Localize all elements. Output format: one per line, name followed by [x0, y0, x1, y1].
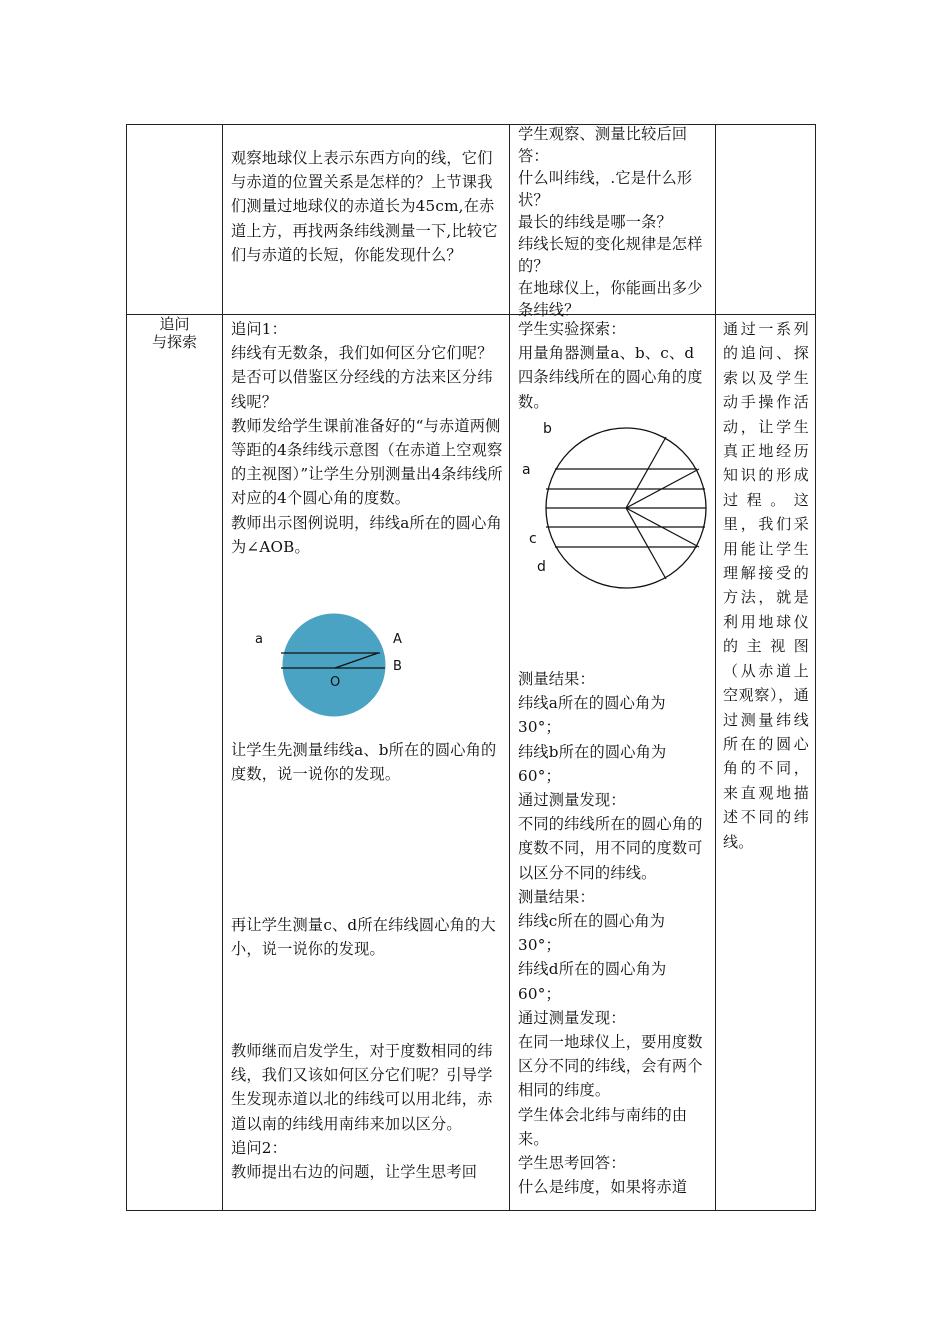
row1-student-line: 学生观察、测量比较后回答： [518, 125, 688, 165]
row2-note-text: 通过一系列的追问、探索以及学生动手操作活动，让学生真正地经历知识的形成过程。这里，我们采用能让学生理解接受的方法，就是利用地球仪的主视图（从赤道上空观察），通过测量纬线所在的圆心角的不同，来直观地描述不同的纬线。 [723, 320, 809, 851]
row1-teacher-cell [231, 146, 503, 267]
row2-student-line: 纬线c所在的圆心角为30°； [518, 912, 666, 955]
row2-student-line: 纬线a所在的圆心角为30°； [518, 694, 666, 737]
column-divider [715, 125, 716, 1210]
row2-teacher-line: 教师继而启发学生，对于度数相同的纬线，我们又该如何区分它们呢？引导学生发现赤道以北的纬线可以用北纬，赤道以南的纬线用南纬来加以区分。 [231, 1042, 493, 1133]
row2-label [127, 315, 222, 351]
column-divider [509, 125, 510, 1210]
row2-student-line: 用量角器测量a、b、c、d四条纬线所在的圆心角的度数。 [518, 344, 703, 411]
row2-teacher-line: 教师发给学生课前准备好的“与赤道两侧等距的4条纬线示意图（在赤道上空观察的主视图）”让学生分别测量出4条纬线所对应的4个圆心角的度数。 [231, 416, 503, 508]
row2-student-line: 通过测量发现： [518, 791, 626, 810]
row2-student-line: 通过测量发现： [518, 1008, 626, 1027]
row2-label-line1: 追问 [159, 315, 190, 333]
globe-circle [281, 612, 387, 718]
label-d: d [537, 559, 546, 575]
row2-teacher-text: 让学生先测量纬线a、b所在的圆心角的度数，说一说你的发现。 [231, 741, 497, 784]
label-a: a [522, 462, 531, 478]
row1-student-cell [518, 123, 705, 321]
label-B: B [393, 659, 402, 674]
row2-student-line: 测量结果： [518, 887, 595, 906]
row2-student-line: 学生思考回答： [518, 1154, 626, 1173]
lesson-table [126, 124, 816, 1211]
label-a: a [255, 632, 263, 647]
latitude-diagram [517, 421, 717, 591]
row2-teacher-cell-d [231, 1039, 503, 1184]
row2-teacher-line: 纬线有无数条，我们如何区分它们呢？是否可以借鉴区分经线的方法来区分纬线呢？ [231, 344, 493, 411]
row2-teacher-line: 追问1： [231, 320, 288, 338]
row2-student-line: 在同一地球仪上，要用度数区分不同的纬线，会有两个相同的纬度。 [518, 1033, 703, 1100]
row2-teacher-cell-b [231, 738, 503, 786]
row1-student-line: 什么叫纬线，.它是什么形状？ [518, 169, 693, 209]
row2-teacher-text: 再让学生测量c、d所在纬线圆心角的大小，说一说你的发现。 [231, 916, 496, 959]
row1-student-line: 最长的纬线是哪一条？ [518, 213, 672, 231]
row2-student-line: 学生体会北纬与南纬的由来。 [518, 1105, 688, 1148]
row2-teacher-line: 追问2： [231, 1138, 288, 1157]
globe-figure-aob [247, 605, 417, 730]
row2-student-line: 什么是纬度，如果将赤道 [518, 1178, 688, 1197]
label-b: b [543, 421, 552, 437]
row1-student-line: 在地球仪上，你能画出多少条纬线？ [518, 279, 703, 319]
row2-student-line: 纬线b所在的圆心角为60°； [518, 742, 667, 785]
row2-student-line: 学生实验探索： [518, 320, 626, 338]
row1-student-line: 纬线长短的变化规律是怎样的？ [518, 235, 703, 275]
label-c: c [529, 531, 537, 547]
row2-teacher-line: 教师提出右边的问题，让学生思考回 [231, 1163, 478, 1182]
row2-teacher-line: 教师出示图例说明，纬线a所在的圆心角为∠AOB。 [231, 513, 502, 556]
row-divider [127, 314, 815, 315]
column-divider [222, 125, 223, 1210]
label-A: A [393, 632, 402, 647]
row2-teacher-cell-c [231, 913, 503, 961]
row2-student-line: 纬线d所在的圆心角为60°； [518, 960, 667, 1003]
row2-label-line2: 与探索 [151, 333, 197, 351]
label-O: O [330, 675, 341, 690]
row2-student-cell-b [518, 667, 705, 1199]
row2-student-line: 不同的纬线所在的圆心角的度数不同，用不同的度数可以区分不同的纬线。 [518, 815, 703, 882]
row2-teacher-cell-a [231, 317, 503, 559]
row2-note-cell [723, 317, 809, 854]
row1-teacher-text: 观察地球仪上表示东西方向的线，它们与赤道的位置关系是怎样的？上节课我们测量过地球仪的赤道长为45cm,在赤道上方，再找两条纬线测量一下,比较它们与赤道的长短，你能发现什么？ [231, 149, 498, 264]
row2-student-cell-a [518, 317, 705, 414]
row2-student-line: 测量结果： [518, 670, 595, 688]
